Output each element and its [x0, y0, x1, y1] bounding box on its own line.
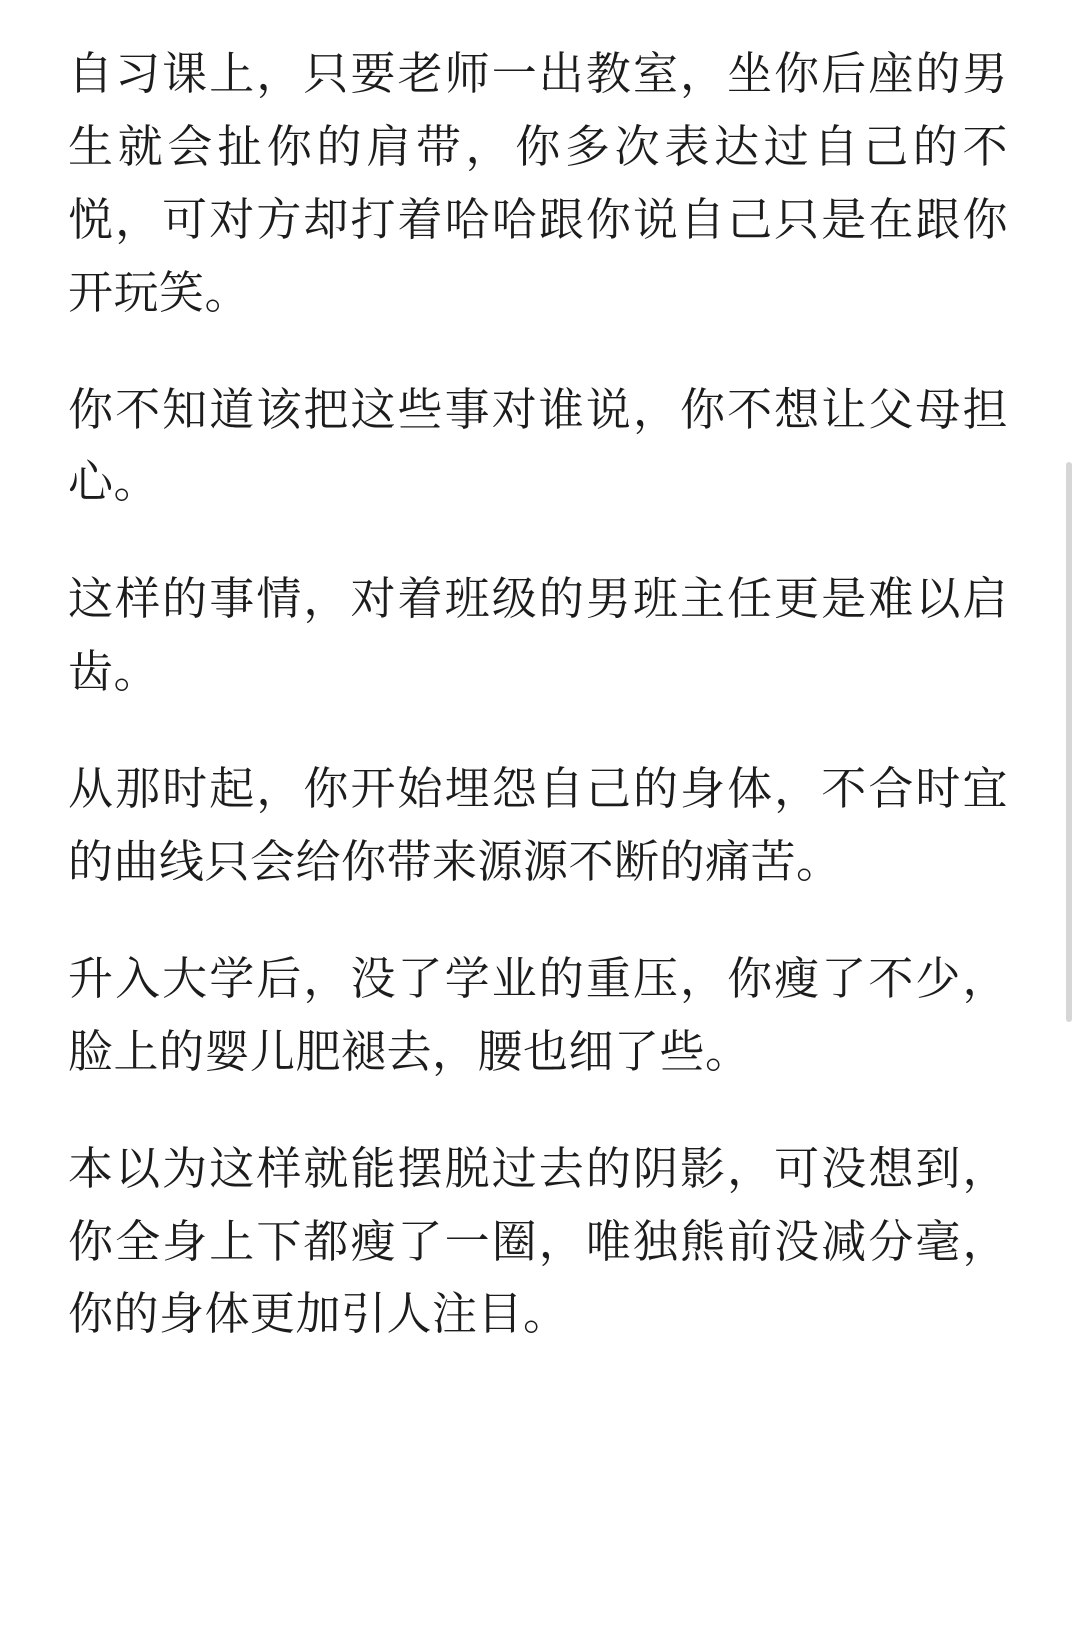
paragraph: 你不知道该把这些事对谁说，你不想让父母担心。	[68, 383, 1008, 508]
paragraph: 升入大学后，没了学业的重压，你瘦了不少，脸上的婴儿肥褪去，腰也细了些。	[68, 952, 1008, 1077]
paragraph: 自习课上，只要老师一出教室，坐你后座的男生就会扯你的肩带，你多次表达过自己的不悦，可对方却打着哈哈跟你说自己只是在跟你开玩笑。	[68, 48, 1008, 318]
paragraph: 这样的事情，对着班级的男班主任更是难以启齿。	[68, 573, 1008, 698]
article-body	[68, 38, 1008, 1351]
paragraph: 本以为这样就能摆脱过去的阴影，可没想到，你全身上下都瘦了一圈，唯独熊前没减分毫，你的身体更加引人注目。	[68, 1142, 1008, 1340]
vertical-scrollbar[interactable]	[1066, 462, 1072, 1022]
paragraph: 从那时起，你开始埋怨自己的身体，不合时宜的曲线只会给你带来源源不断的痛苦。	[68, 763, 1008, 888]
